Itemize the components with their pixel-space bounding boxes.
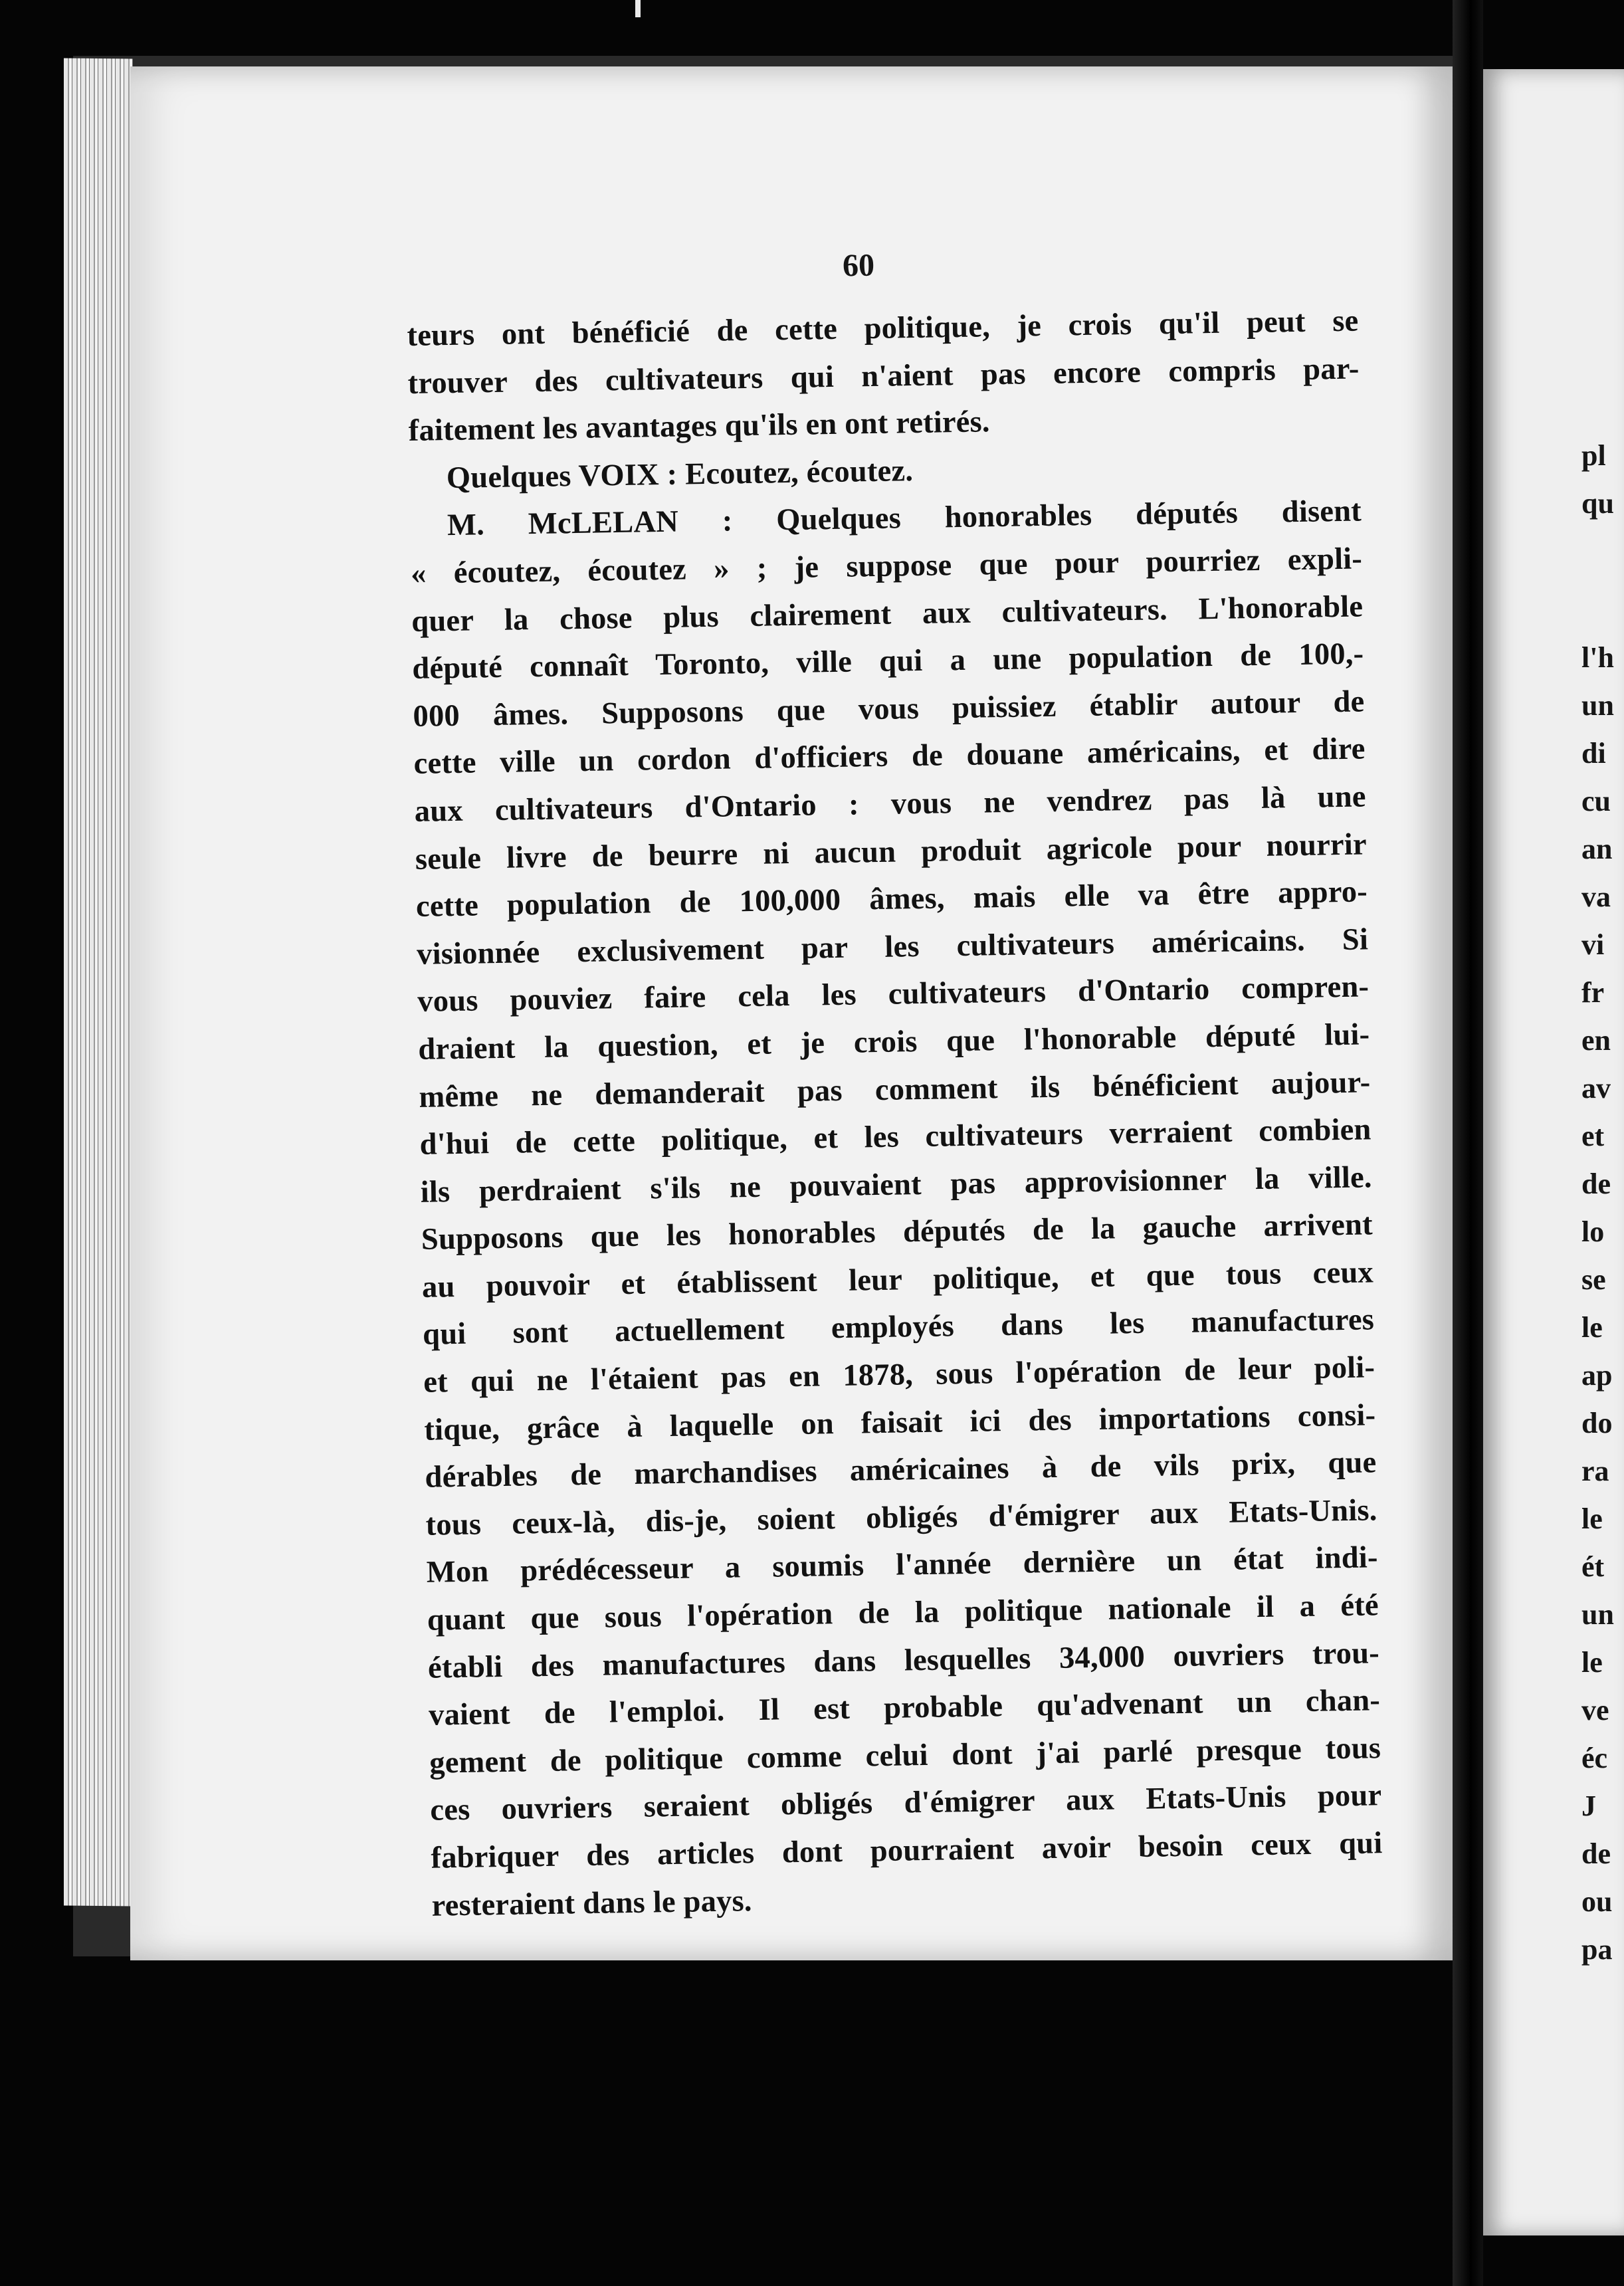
text-line: Supposons que les honorables députés de la gauche arrivent: [421, 1207, 1373, 1257]
facing-page-fragment: et: [1581, 1120, 1605, 1152]
text-line: M. McLELAN : Quelques honorables députés disent: [447, 494, 1362, 543]
text-line: ces ouvriers seraient obligés d'émigrer aux Etats-Unis pour: [430, 1778, 1382, 1828]
facing-page-fragment: pa: [1581, 1933, 1613, 1966]
scan-mark: [635, 0, 641, 17]
facing-page-fragment: do: [1581, 1407, 1613, 1439]
text-line: tous ceux-là, dis-je, soient obligés d'émigrer aux Etats-Unis.: [425, 1493, 1377, 1542]
facing-page-fragment: de: [1581, 1168, 1611, 1200]
text-line: quant que sous l'opération de la politique nationale il a été: [427, 1588, 1379, 1637]
text-line: faitement les avantages qu'ils en ont retirés.: [408, 405, 991, 449]
facing-page-fragment: le: [1581, 1311, 1603, 1344]
facing-page-fragment: ve: [1581, 1694, 1609, 1726]
text-line: visionnée exclusivement par les cultivateurs américains. Si: [416, 922, 1369, 972]
facing-page-fragment: un: [1581, 1598, 1614, 1631]
facing-page-fragment: an: [1581, 833, 1613, 865]
facing-page-fragment: va: [1581, 881, 1611, 913]
text-line: dérables de marchandises américaines à de vils prix, que: [425, 1445, 1377, 1495]
facing-page-fragment: J: [1581, 1790, 1596, 1822]
facing-page-fragment: le: [1581, 1646, 1603, 1679]
text-line: fabriquer des articles dont pourraient avoir besoin ceux qui: [431, 1826, 1383, 1875]
text-line: cette population de 100,000 âmes, mais elle va être appro-: [415, 875, 1368, 924]
text-line: draient la question, et je crois que l'honorable député lui-: [418, 1017, 1370, 1067]
facing-page-fragment: ap: [1581, 1359, 1613, 1392]
text-line: resteraient dans le pays.: [431, 1883, 753, 1923]
page-edges: [64, 58, 133, 1906]
text-line: teurs ont bénéficié de cette politique, je crois qu'il peut se: [407, 304, 1359, 353]
text-line: gement de politique comme celui dont j'ai parlé presque tous: [429, 1731, 1381, 1780]
facing-page-fragment: se: [1581, 1263, 1606, 1296]
text-line: aux cultivateurs d'Ontario : vous ne vendrez pas là une: [414, 779, 1367, 829]
facing-page-fragment: pl: [1581, 439, 1606, 472]
text-line: au pouvoir et établissent leur politique, et que tous ceux: [421, 1255, 1374, 1304]
text-line: Quelques VOIX : Ecoutez, écoutez.: [446, 453, 914, 495]
page-text: [407, 298, 1383, 1930]
text-line: vaient de l'emploi. Il est probable qu'advenant un chan-: [428, 1683, 1381, 1732]
facing-page-fragment: av: [1581, 1072, 1611, 1104]
text-line: tique, grâce à laquelle on faisait ici des importations consi-: [424, 1398, 1376, 1447]
text-line: 000 âmes. Supposons que vous puissiez établir autour de: [413, 684, 1365, 734]
facing-page-fragment: qu: [1581, 487, 1614, 520]
facing-page-fragment: lo: [1581, 1215, 1605, 1248]
facing-page-fragment: le: [1581, 1503, 1603, 1535]
text-line: établi des manufactures dans lesquelles 34,000 ouvriers trou-: [427, 1635, 1380, 1685]
facing-page-fragment: cu: [1581, 785, 1611, 817]
facing-page-fragment: l'h: [1581, 641, 1614, 674]
facing-page-fragment: ou: [1581, 1885, 1613, 1918]
text-line: trouver des cultivateurs qui n'aient pas encore compris par-: [407, 352, 1360, 401]
facing-page-fragment: un: [1581, 689, 1614, 722]
text-line: quer la chose plus clairement aux cultivateurs. L'honorable: [411, 589, 1364, 639]
text-line: député connaît Toronto, ville qui a une population de 100,-: [412, 637, 1364, 686]
text-line: qui sont actuellement employés dans les manufactures: [422, 1302, 1375, 1352]
text-line: ils perdraient s'ils ne pouvaient pas approvisionner la ville.: [420, 1160, 1373, 1209]
text-line: « écoutez, écoutez » ; je suppose que pour pourriez expli-: [410, 542, 1363, 591]
facing-page-fragment: de: [1581, 1837, 1611, 1870]
page-number: 60: [842, 247, 875, 284]
text-line: cette ville un cordon d'officiers de douane américains, et dire: [413, 732, 1366, 781]
text-line: Mon prédécesseur a soumis l'année dernière un état indi-: [426, 1540, 1379, 1590]
text-line: vous pouviez faire cela les cultivateurs d'Ontario compren-: [417, 970, 1370, 1019]
facing-page-fragment: vi: [1581, 928, 1605, 961]
text-line: seule livre de beurre ni aucun produit agricole pour nourrir: [415, 827, 1368, 877]
text-line: même ne demanderait pas comment ils bénéficient aujour-: [419, 1065, 1371, 1114]
facing-page-fragment: di: [1581, 737, 1606, 770]
text-line: d'hui de cette politique, et les cultivateurs verraient combien: [419, 1112, 1371, 1162]
facing-page-fragment: ét: [1581, 1550, 1605, 1583]
facing-page-fragment: ra: [1581, 1455, 1609, 1487]
facing-page-fragment: en: [1581, 1024, 1611, 1057]
facing-page-fragment: fr: [1581, 976, 1605, 1009]
book-gutter: [1453, 0, 1483, 2286]
facing-page-fragment: éc: [1581, 1742, 1608, 1774]
facing-page: [1483, 69, 1624, 2235]
text-line: et qui ne l'étaient pas en 1878, sous l'opération de leur poli-: [423, 1350, 1375, 1400]
